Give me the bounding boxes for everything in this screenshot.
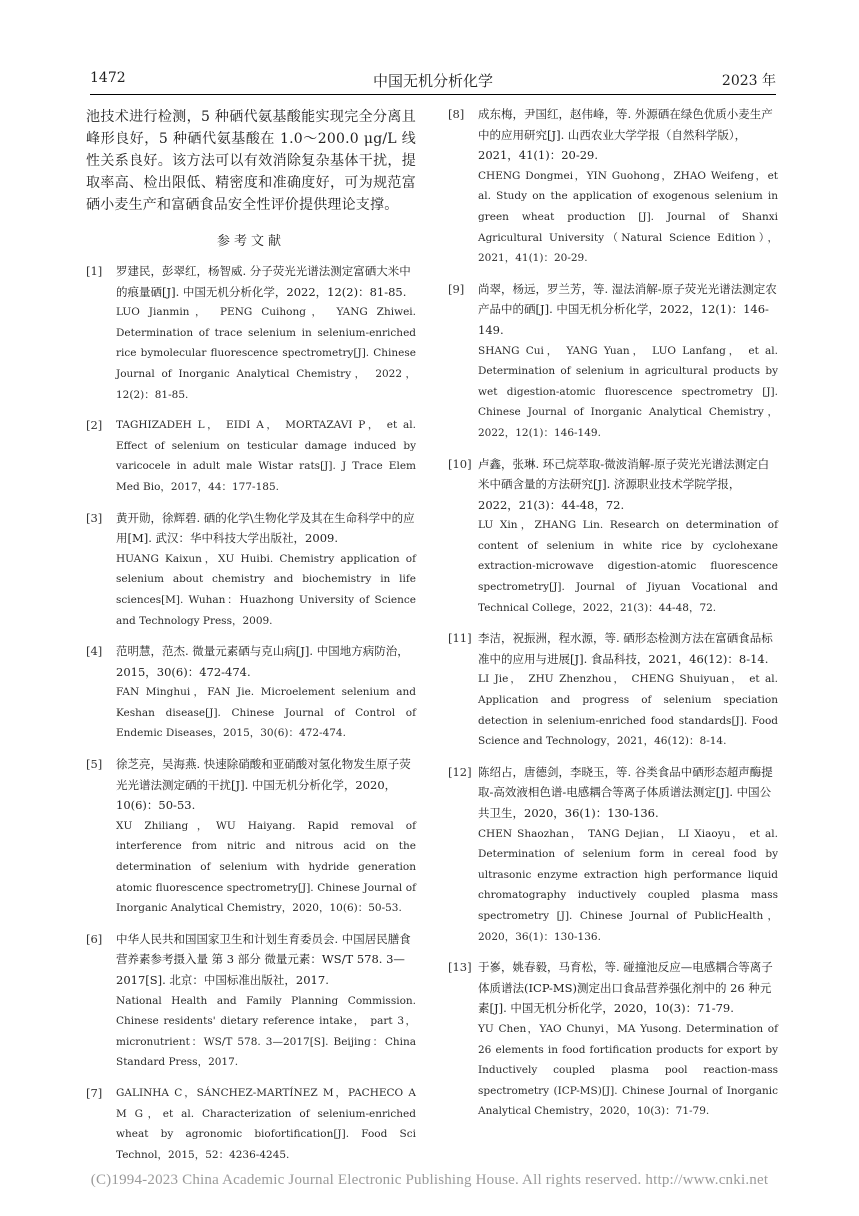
reference-number: [10]	[448, 456, 472, 471]
reference-item	[448, 279, 778, 444]
reference-english: LUO Jianmin， PENG Cuihong， YANG Zhiwei. Determination of trace selenium in selenium-enriched rice bymolecular fluorescence spectrometry[J]. Chinese Journal of Inorganic Analytical Chemistry， 2022， 12(2)：81-85.	[116, 306, 416, 401]
reference-item	[86, 261, 416, 405]
reference-number: [5]	[86, 757, 103, 772]
header-rule	[90, 94, 776, 95]
reference-english: GALINHA C，SÁNCHEZ-MARTÍNEZ M，PACHECO A M G，et al. Characterization of selenium-enriched wheat by agronomic biofortification[J]. Food Sci Technol，2015，52：4236-4245.	[116, 1086, 416, 1161]
reference-item	[448, 957, 778, 1122]
reference-chinese: 范明慧，范杰. 微量元素硒与克山病[J]. 中国地方病防治，2015，30(6)：472-474.	[116, 644, 409, 679]
reference-item	[448, 104, 778, 269]
reference-item	[448, 762, 778, 947]
reference-english: FAN Minghui，FAN Jie. Microelement selenium and Keshan disease[J]. Chinese Journal of Control of Endemic Diseases，2015，30(6)：472-474.	[116, 686, 416, 740]
page-header	[90, 70, 776, 96]
reference-english: LU Xin，ZHANG Lin. Research on determination of content of selenium in white rice by cyclohexane extraction-microwave digestion-atomic fluorescence spectrometry[J]. Journal of Jiyuan Vocational and Technical College，2022，21(3)：44-48，72.	[478, 519, 778, 614]
reference-chinese: 黄开勋，徐辉碧. 硒的化学\生物化学及其在生命科学中的应用[M]. 武汉：华中科技大学出版社，2009.	[116, 510, 415, 546]
reference-number: [9]	[448, 281, 465, 296]
reference-english: XU Zhiliang，WU Haiyang. Rapid removal of interference from nitric and nitrous acid on the determination of selenium with hydride generation atomic fluorescence spectrometry[J]. Chinese Journal of Inorganic Analytical Chemistry，2020，10(6)：50-53.	[116, 819, 416, 915]
reference-number: [2]	[86, 418, 103, 433]
reference-number: [4]	[86, 644, 103, 659]
references-heading: 参考文献	[216, 234, 285, 249]
reference-number: [12]	[448, 764, 472, 779]
reference-number: [7]	[86, 1085, 103, 1100]
reference-chinese: 尚翠，杨远，罗兰芳，等. 湿法消解-原子荧光光谱法测定农产品中的硒[J]. 中国无机分析化学，2022，12(1)：146-149.	[478, 281, 777, 337]
reference-chinese: 于嵾，姚春毅，马育松，等. 碰撞池反应—电感耦合等离子体质谱法(ICP-MS)测定出口食品营养强化剂中的 26 种元素[J]. 中国无机分析化学，2020，10(3)：71-79.	[478, 960, 773, 1016]
reference-english: HUANG Kaixun，XU Huibi. Chemistry application of selenium about chemistry and biochemistry in life sciences[M]. Wuhan：Huazhong University of Science and Technology Press，2009.	[116, 552, 416, 627]
page-number: 1472	[90, 70, 126, 86]
reference-number: [3]	[86, 510, 103, 525]
reference-number: [11]	[448, 631, 472, 646]
reference-chinese: 李洁，祝振洲，程水源，等. 硒形态检测方法在富硒食品标准中的应用与进展[J]. 食品科技，2021，46(12)：8-14.	[478, 631, 773, 666]
reference-chinese: 罗建民，彭翠红，杨智威. 分子荧光光谱法测定富硒大米中的痕量硒[J]. 中国无机分析化学，2022，12(2)：81-85.	[116, 264, 411, 299]
reference-chinese: 卢鑫，张琳. 环己烷萃取-微波消解-原子荧光光谱法测定白米中硒含量的方法研究[J]. 济源职业技术学院学报，2022，21(3)：44-48，72.	[478, 456, 770, 512]
reference-item	[86, 1083, 416, 1165]
reference-english: LI Jie， ZHU Zhenzhou， CHENG Shuiyuan， et al. Application and progress of selenium speciation detection in selenium-enriched food standards[J]. Food Science and Technology，2021，46(12)：8-14.	[478, 673, 778, 748]
reference-item	[86, 415, 416, 497]
reference-chinese: 成东梅，尹国红，赵伟峰，等. 外源硒在绿色优质小麦生产中的应用研究[J]. 山西农业大学学报（自然科学版），2021，41(1)：20-29.	[478, 107, 773, 163]
right-column	[448, 104, 778, 1132]
reference-number: [8]	[448, 107, 465, 121]
left-column	[86, 106, 416, 1175]
reference-number: [6]	[86, 931, 103, 946]
copyright-footer: (C)1994-2023 China Academic Journal Electronic Publishing House. All rights reserved. http://www.cnki.net	[90, 1172, 769, 1188]
reference-english: CHENG Dongmei，YIN Guohong，ZHAO Weifeng，et al. Study on the application of exogenous selenium in green wheat production [J]. Journal of Shanxi Agricultural University（Natural Science Edition），2021，41(1)：20-29.	[478, 169, 778, 265]
reference-english: TAGHIZADEH L， EIDI A， MORTAZAVI P， et al. Effect of selenium on testicular damage induced by varicocele in adult male Wistar rats[J]. J Trace Elem Med Bio，2017，44：177-185.	[116, 419, 416, 493]
reference-item	[86, 641, 416, 744]
reference-item	[86, 508, 416, 632]
reference-chinese: 中华人民共和国国家卫生和计划生育委员会. 中国居民膳食营养素参考摄入量 第 3 部分 微量元素：WS/T 578. 3—2017[S]. 北京：中国标准出版社，2017.	[116, 931, 411, 987]
reference-english: National Health and Family Planning Commission. Chinese residents' dietary reference intake， part 3， micronutrient：WS/T 578. 3—2017[S]. Beijing：China Standard Press，2017.	[116, 994, 416, 1069]
reference-item	[448, 454, 778, 619]
reference-english: YU Chen，YAO Chunyi，MA Yusong. Determination of 26 elements in food fortification products for export by Inductively coupled plasma pool reaction-mass spectrometry (ICP-MS)[J]. Chinese Journal of Inorganic Analytical Chemistry，2020，10(3)：71-79.	[478, 1022, 778, 1118]
conclusion-paragraph: 池技术进行检测，5 种硒代氨基酸能实现完全分离且峰形良好，5 种硒代氨基酸在 1.0～200.0 μg/L 线性关系良好。该方法可以有效消除复杂基体干扰，提取率高、检出限低、精密度和准确度好，可为规范富硒小麦生产和富硒食品安全性评价提供理论支撑。	[86, 109, 416, 213]
reference-chinese: 徐芝亮，吴海燕. 快速除硝酸和亚硝酸对氢化物发生原子荧光光谱法测定硒的干扰[J]. 中国无机分析化学，2020，10(6)：50-53.	[116, 757, 411, 813]
journal-title: 中国无机分析化学	[372, 72, 493, 90]
reference-item	[86, 754, 416, 919]
reference-english: SHANG Cui， YANG Yuan， LUO Lanfang， et al. Determination of selenium in agricultural products by wet digestion-atomic fluorescence spectrometry [J]. Chinese Journal of Inorganic Analytical Chemistry，2022，12(1)：146-149.	[478, 344, 778, 439]
reference-item	[448, 628, 778, 752]
reference-chinese: 陈绍占，唐德剑，李晓玉，等. 谷类食品中硒形态超声酶提取-高效液相色谱-电感耦合等离子体质谱法测定[J]. 中国公共卫生，2020，36(1)：130-136.	[478, 764, 773, 820]
reference-item	[86, 929, 416, 1073]
reference-number: [1]	[86, 264, 103, 278]
reference-english: CHEN Shaozhan， TANG Dejian， LI Xiaoyu， et al. Determination of selenium form in cereal food by ultrasonic enzyme extraction high performance liquid chromatography inductively coupled plasma mass spectrometry [J]. Chinese Journal of PublicHealth， 2020，36(1)：130-136.	[478, 827, 778, 943]
publication-year: 2023 年	[721, 73, 776, 89]
reference-number: [13]	[448, 960, 472, 975]
